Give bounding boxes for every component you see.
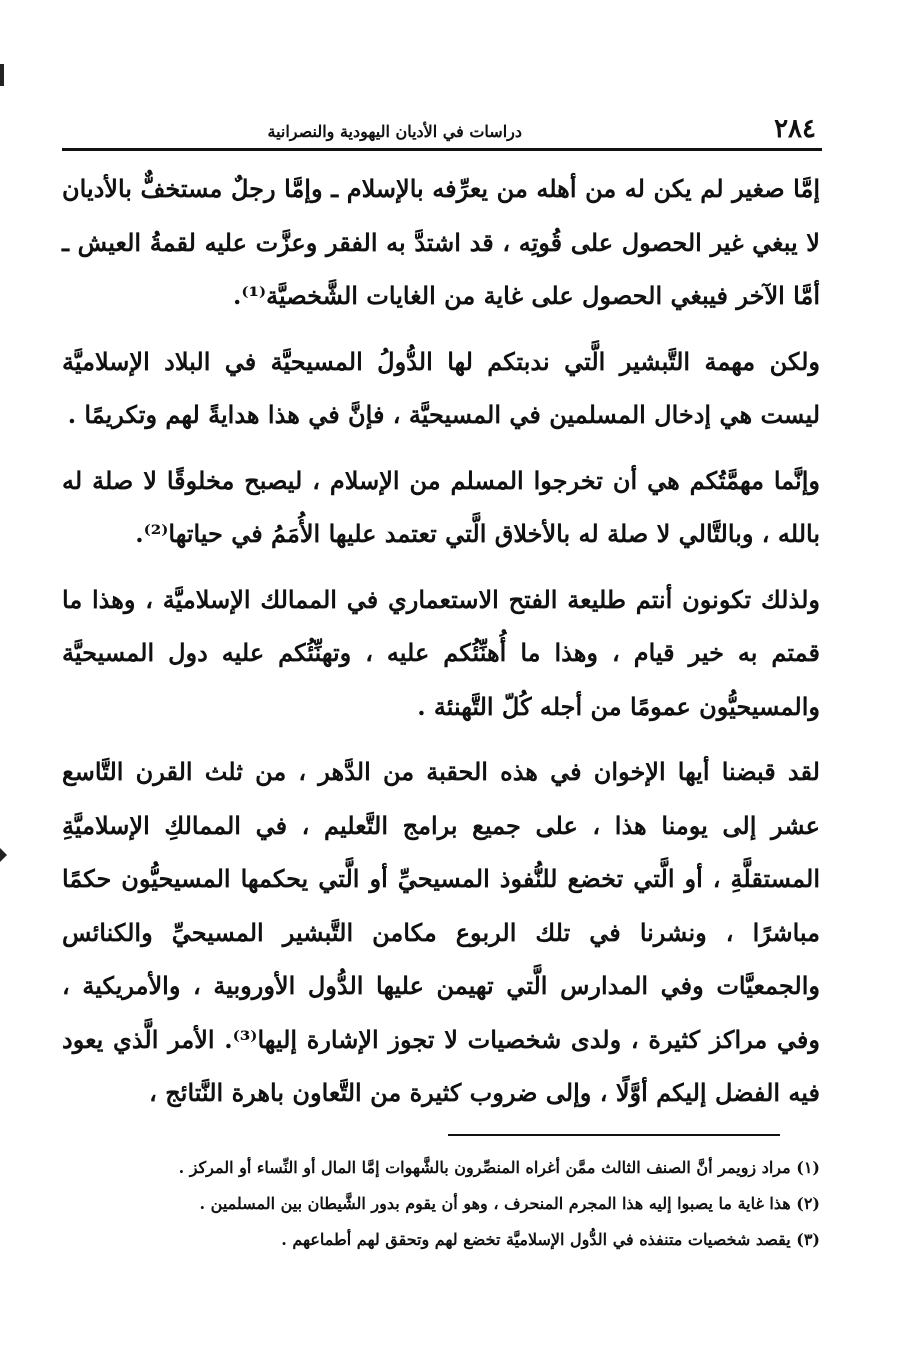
footnote-3: (٣) يقصد شخصيات متنفذه في الدُّول الإسلاميَّة تخضع لهم وتحقق لهم أطماعهم . [281, 1230, 820, 1249]
page-header [62, 112, 822, 148]
paragraph-1: إمَّا صغير لم يكن له من أهله من يعرِّفه بالإسلام ـ وإمَّا رجلٌ مستخفٌّ بالأديان لا يبغي غير الحصول على قُوتِه ، قد اشتدَّ به الفقر وعزَّت عليه لقمةُ العيش ـ أمَّا الآخر فيبغي الحصول على غاية من الغايات الشَّخصيَّة⁽¹⁾. [62, 174, 820, 310]
page-number: ٢٨٤ [774, 114, 816, 144]
paragraph-4: ولذلك تكونون أنتم طليعة الفتح الاستعماري في الممالك الإسلاميَّة ، وهذا ما قمتم به خير قيام ، وهذا ما أُهنِّئُكم عليه ، وتهنِّئُكم عليه دول المسيحيَّة والمسيحيُّون عمومًا من أجله كُلّ التَّهنئة . [62, 584, 820, 721]
paragraph-5: لقد قبضنا أيها الإخوان في هذه الحقبة من الدَّهر ، من ثلث القرن التَّاسع عشر إلى يومنا هذا ، على جميع برامج التَّعليم ، في الممالكِ الإسلاميَّةِ المستقلَّةِ ، أو الَّتي تخضع للنُّفوذ المسيحيِّ أو الَّتي يحكمها المسيحيُّون حكمًا مباشرًا ، ونشرنا في تلك الربوع مكامن التَّبشير المسيحيِّ والكنائس والجمعيَّات وفي المدارس الَّتي تهيمن عليها الدُّول الأوروبية ، والأمريكية ، وفي مراكز كثيرة ، ولدى شخصيات لا تجوز الإشارة إليها⁽³⁾. الأمر الَّذي يعود فيه الفضل إليكم أوَّلًا ، وإلى ضروب كثيرة من التَّعاون باهرة النَّتائج ، [62, 757, 820, 1107]
footnote-1: (١) مراد زويمر أنَّ الصنف الثالث ممَّن أغراه المنصِّرون بالشَّهوات إمَّا المال أو النِّساء أو المركز . [178, 1158, 820, 1177]
scan-margin-mark [0, 64, 4, 86]
header-rule [62, 148, 822, 151]
paragraph-2: ولكن مهمة التَّبشير الَّتي ندبتكم لها الدُّولُ المسيحيَّة في البلاد الإسلاميَّة ليست هي إدخال المسلمين في المسيحيَّة ، فإنَّ في هذا هدايةً لهم وتكريمًا . [62, 346, 820, 429]
scan-margin-arrow [0, 848, 7, 862]
running-title: دراسات في الأديان اليهودية والنصرانية [267, 122, 522, 141]
footnote-rule [448, 1134, 780, 1136]
footnote-2: (٢) هذا غاية ما يصبوا إليه هذا المجرم المنحرف ، وهو أن يقوم بدور الشَّيطان بين المسلمين . [199, 1194, 820, 1213]
body-text [62, 162, 820, 1120]
paragraph-3: وإنَّما مهمَّتُكم هي أن تخرجوا المسلم من الإسلام ، ليصبح مخلوقًا لا صلة له بالله ، وبالتَّالي لا صلة له بالأخلاق الَّتي تعتمد عليها الأُمَمُ في حياتها⁽²⁾. [62, 465, 820, 548]
footnotes [62, 1150, 820, 1258]
